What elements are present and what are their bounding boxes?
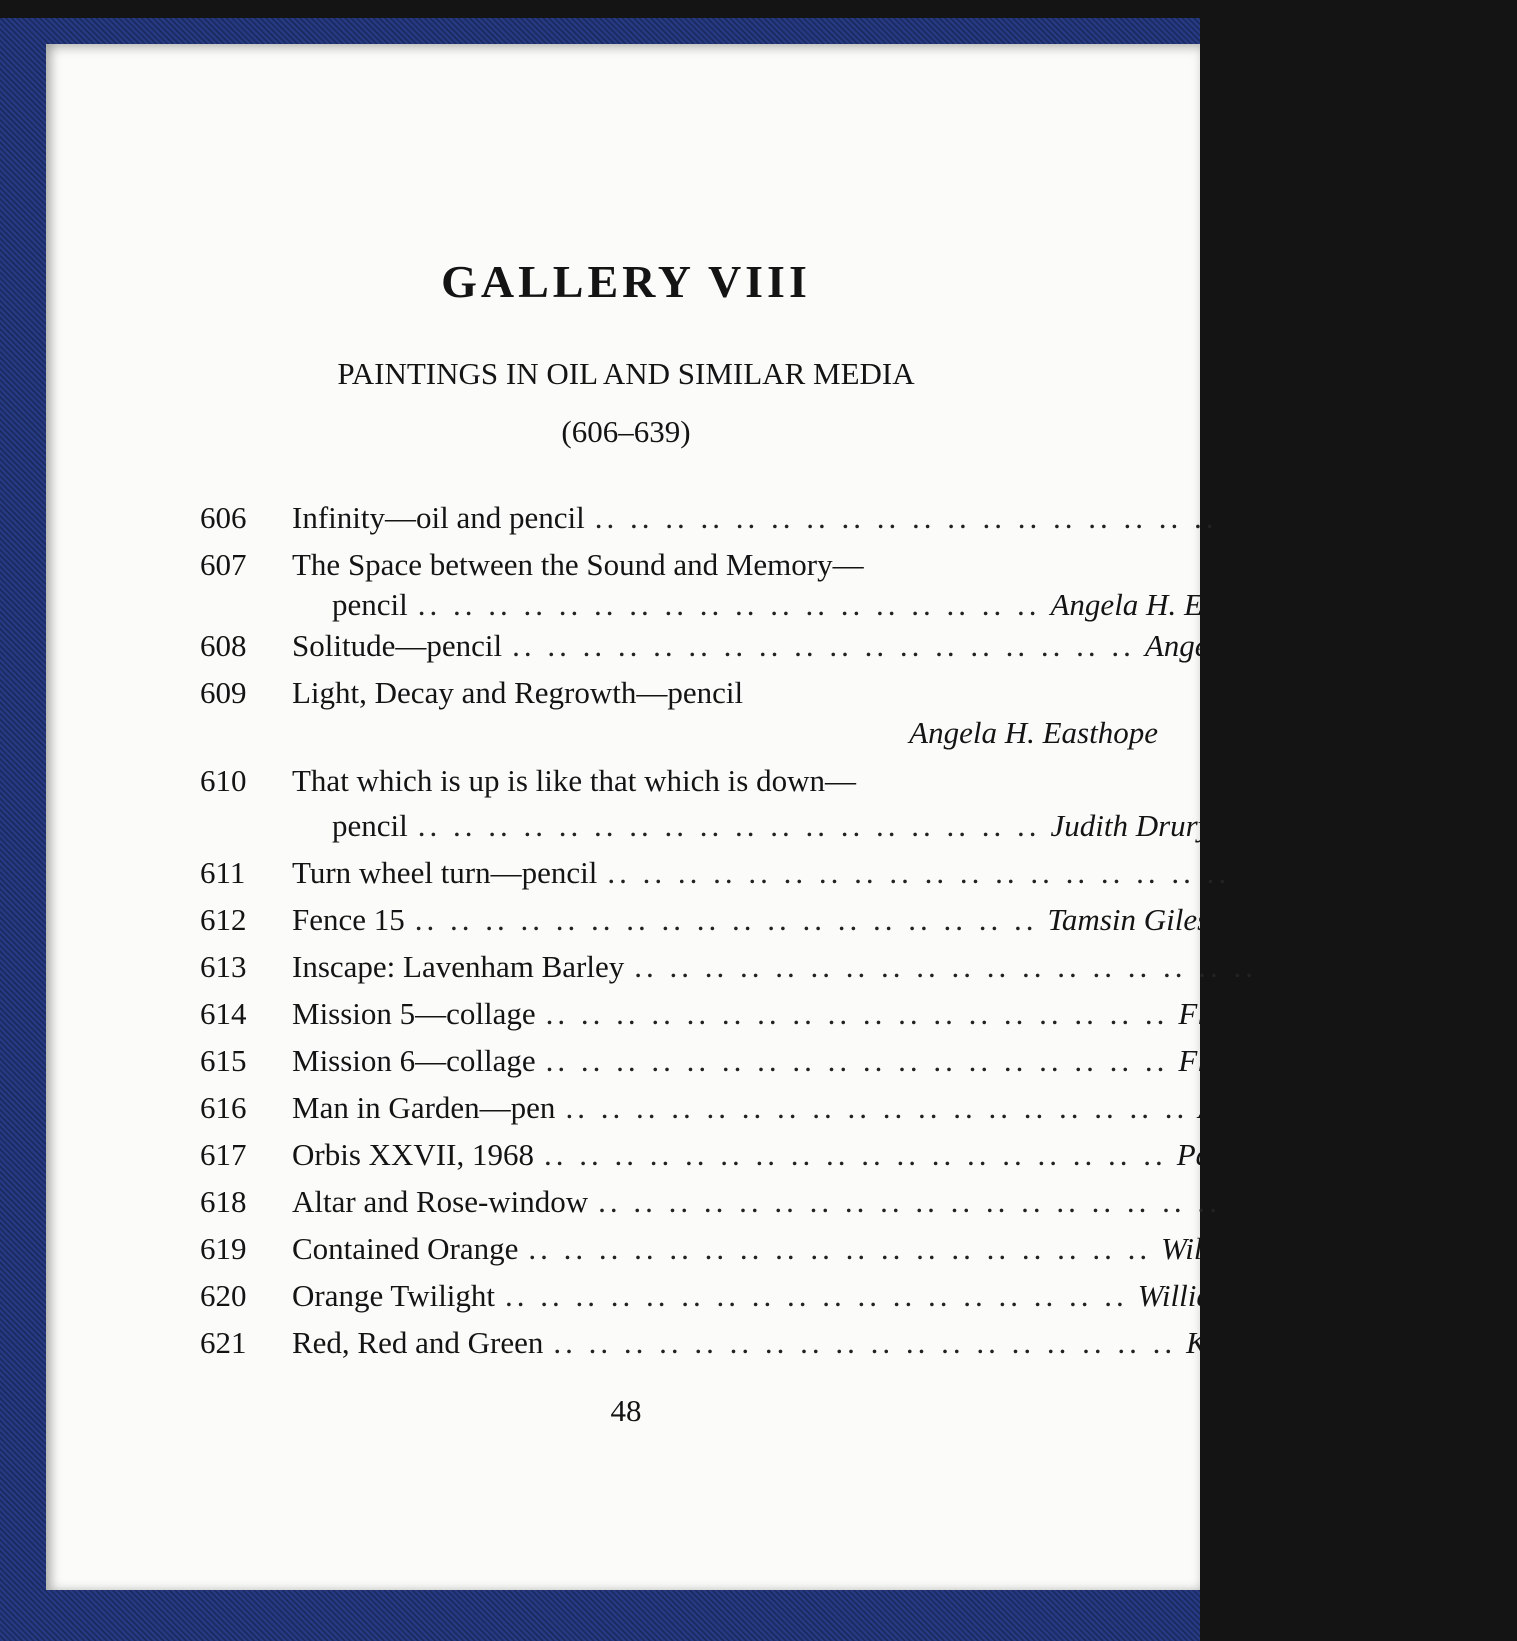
leader-dots: .. .. .. .. .. .. .. .. .. .. .. .. .. .. .. .. .. .. — [505, 1278, 1128, 1313]
list-item — [200, 1137, 1319, 1184]
leader-dots: .. .. .. .. .. .. .. .. .. .. .. .. .. .. .. .. .. .. — [553, 1325, 1177, 1360]
entry-title: Mission 5—collage — [292, 996, 536, 1031]
entry-number: 608 — [200, 628, 247, 663]
entry-artist: Angela H. Easthope — [1050, 587, 1300, 622]
entry-title: Infinity—oil and pencil — [292, 500, 585, 535]
entry-title: Mission 6—collage — [292, 1043, 536, 1078]
leader-dots: .. .. .. .. .. .. .. .. .. .. .. .. .. .. .. .. .. .. — [607, 855, 1231, 890]
entry-artist: Judith Drury — [1240, 855, 1402, 890]
list-item — [200, 1043, 1335, 1090]
entry-number: 614 — [200, 996, 247, 1031]
list-item — [200, 855, 1402, 902]
gallery-title: GALLERY VIII — [441, 256, 811, 307]
entry-title: Light, Decay and Regrowth—pencil — [292, 675, 744, 710]
leader-dots: .. .. .. .. .. .. .. .. .. .. .. .. .. .. .. .. .. .. — [594, 500, 1218, 535]
entry-title: Turn wheel turn—pencil — [292, 855, 598, 890]
list-item — [200, 1325, 1377, 1372]
entry-number: 621 — [200, 1325, 247, 1360]
entry-number: 615 — [200, 1043, 247, 1078]
entry-artist: Flavia Irwin — [1178, 1043, 1335, 1078]
entry-artist: Angela H. Easthope — [909, 715, 1158, 750]
entry-number: 613 — [200, 949, 247, 984]
page-number: 48 — [610, 1393, 642, 1428]
entry-title: That which is up is like that which is down— — [292, 763, 856, 798]
leader-dots: .. .. .. .. .. .. .. .. .. .. .. .. .. .. .. .. .. .. — [634, 949, 1257, 984]
list-item — [200, 628, 1394, 675]
entry-artist: Ann Brunskill — [1198, 1090, 1370, 1125]
entry-artist: William Gear — [1161, 1231, 1330, 1266]
entry-title: Fence 15 — [292, 902, 405, 937]
entry-artist: Roy Turner Durrant — [1267, 949, 1517, 984]
entry-number: 619 — [200, 1231, 247, 1266]
entry-number: 618 — [200, 1184, 247, 1219]
list-item — [200, 949, 1517, 996]
entry-title: The Space between the Sound and Memory— — [292, 547, 864, 582]
list-item — [200, 547, 1158, 587]
catalogue-list — [200, 500, 1517, 1372]
entry-title: Solitude—pencil — [292, 628, 503, 663]
entry-number: 616 — [200, 1090, 247, 1125]
entry-number: 609 — [200, 675, 247, 710]
entry-title: Orbis XXVII, 1968 — [292, 1137, 534, 1172]
entry-artist: Paul Feiler — [1176, 1137, 1319, 1172]
entry-artist: Judith Drury — [1050, 808, 1212, 843]
list-item — [200, 1090, 1370, 1137]
entry-title-continuation: pencil — [332, 587, 408, 622]
entry-artist: Robin Philipson — [1230, 1184, 1432, 1219]
entry-number: 611 — [200, 855, 246, 890]
list-item-continuation — [200, 808, 1212, 855]
entry-title: Inscape: Lavenham Barley — [292, 949, 625, 984]
entry-number: 607 — [200, 547, 247, 582]
entry-number: 610 — [200, 763, 247, 798]
leader-dots: .. .. .. .. .. .. .. .. .. .. .. .. .. .. .. .. .. .. — [417, 587, 1041, 622]
leader-dots: .. .. .. .. .. .. .. .. .. .. .. .. .. .. .. .. .. .. — [545, 1043, 1169, 1078]
entry-artist: Kum-Siew Mak — [1186, 1325, 1377, 1360]
list-item — [200, 500, 1444, 547]
entry-number: 612 — [200, 902, 247, 937]
list-item — [200, 902, 1210, 949]
list-item — [200, 1231, 1330, 1278]
list-item — [200, 996, 1335, 1043]
entry-artist: Tamsin Giles — [1047, 902, 1210, 937]
leader-dots: .. .. .. .. .. .. .. .. .. .. .. .. .. .. .. .. .. .. — [545, 996, 1169, 1031]
leader-dots: .. .. .. .. .. .. .. .. .. .. .. .. .. .. .. .. .. .. — [543, 1137, 1167, 1172]
entry-artist: William Gear — [1137, 1278, 1306, 1313]
entry-title-continuation: pencil — [332, 808, 408, 843]
list-item — [200, 1184, 1432, 1231]
entry-title: Contained Orange — [292, 1231, 519, 1266]
entry-artist: Angela H. Easthope — [1144, 628, 1394, 663]
leader-dots: .. .. .. .. .. .. .. .. .. .. .. .. .. .. .. .. .. .. — [417, 808, 1041, 843]
entry-title: Red, Red and Green — [292, 1325, 544, 1360]
leader-dots: .. .. .. .. .. .. .. .. .. .. .. .. .. .. .. .. .. .. — [414, 902, 1038, 937]
leader-dots: .. .. .. .. .. .. .. .. .. .. .. .. .. .. .. .. .. .. — [512, 628, 1135, 663]
list-item-continuation — [200, 715, 1158, 763]
leader-dots: .. .. .. .. .. .. .. .. .. .. .. .. .. .. .. .. .. .. — [565, 1090, 1189, 1125]
entry-number: 620 — [200, 1278, 247, 1313]
leader-dots: .. .. .. .. .. .. .. .. .. .. .. .. .. .. .. .. .. .. — [528, 1231, 1152, 1266]
list-item — [200, 763, 1158, 808]
entry-artist: Flavia Irwin — [1178, 996, 1335, 1031]
list-item — [200, 675, 1158, 715]
list-item-continuation — [200, 587, 1300, 628]
list-item — [200, 1278, 1306, 1325]
number-range: (606–639) — [561, 414, 691, 449]
entry-number: 606 — [200, 500, 247, 535]
leader-dots: .. .. .. .. .. .. .. .. .. .. .. .. .. .. .. .. .. .. — [598, 1184, 1221, 1219]
entry-artist: Ann E. Finlayson — [1227, 500, 1444, 535]
entry-title: Altar and Rose-window — [292, 1184, 589, 1219]
section-title: PAINTINGS IN OIL AND SIMILAR MEDIA — [337, 356, 915, 391]
entry-number: 617 — [200, 1137, 247, 1172]
entry-title: Man in Garden—pen — [292, 1090, 556, 1125]
entry-title: Orange Twilight — [292, 1278, 496, 1313]
